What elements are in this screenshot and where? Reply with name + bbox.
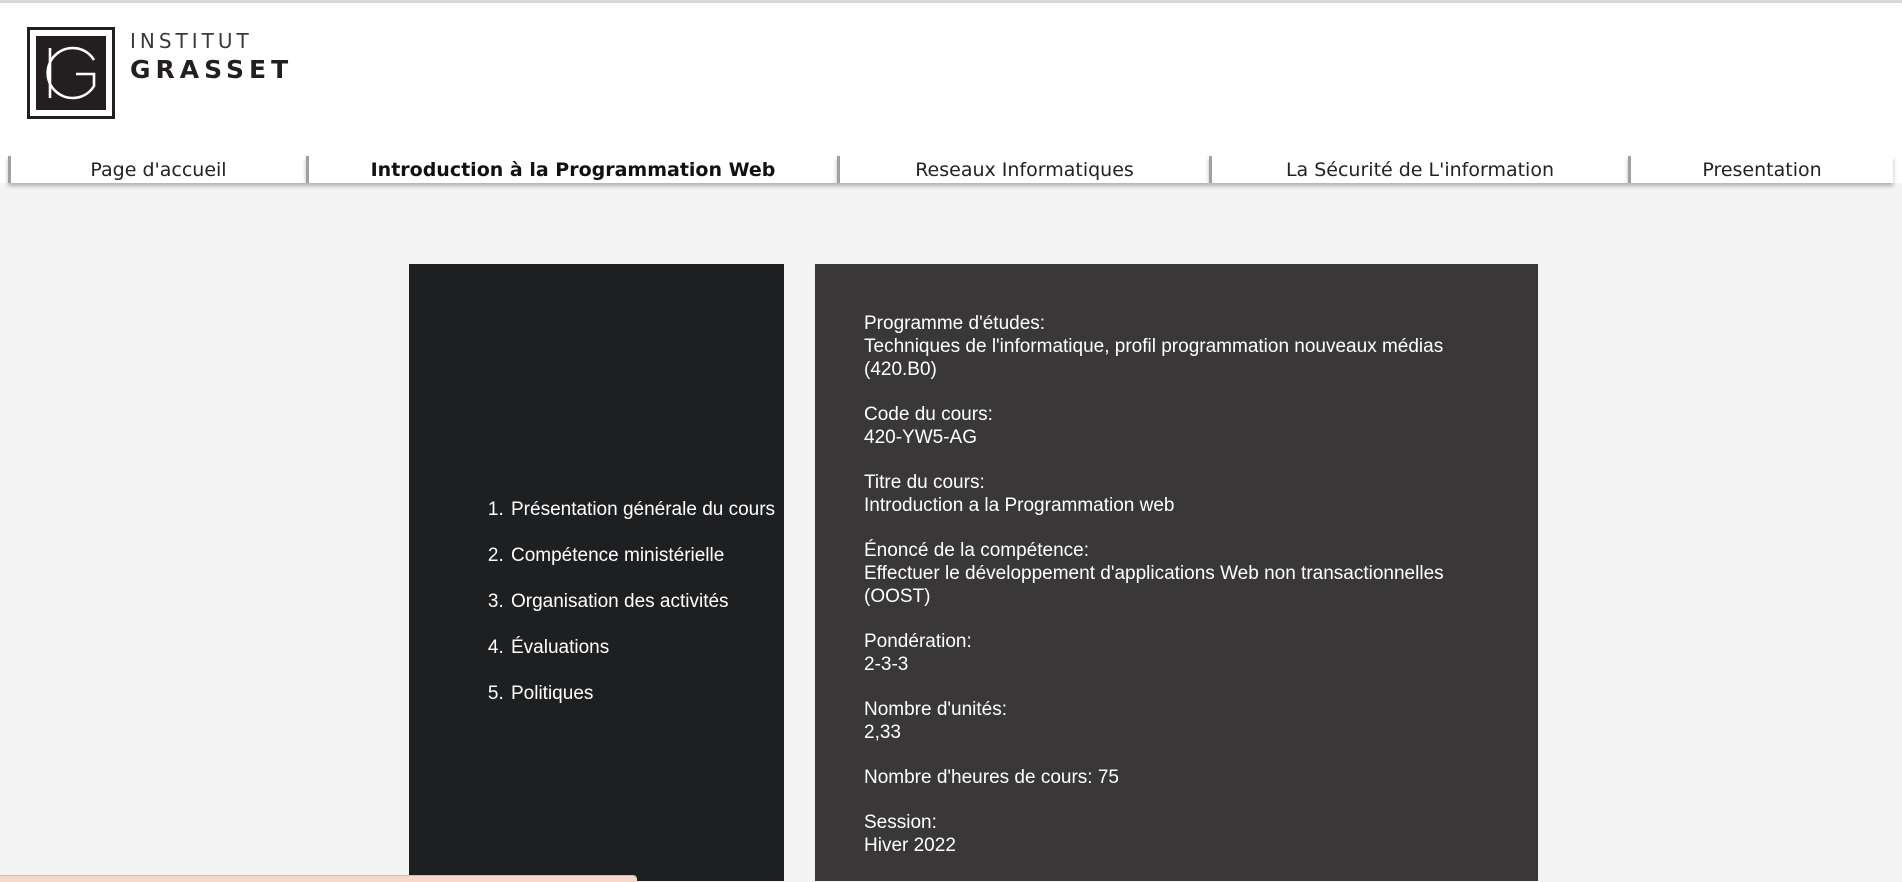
logo-text-institut: INSTITUT xyxy=(130,29,253,53)
field-value: 420-YW5-AG xyxy=(864,427,977,448)
field-units xyxy=(864,698,1504,744)
field-value: 2,33 xyxy=(864,722,901,743)
field-hours xyxy=(864,766,1504,789)
site-logo[interactable] xyxy=(27,27,294,127)
field-value: Techniques de l'informatique, profil programmation nouveaux médias (420.B0) xyxy=(864,336,1444,380)
sidebar-item-competence[interactable]: 2. Compétence ministérielle xyxy=(509,544,779,567)
sidebar-item-presentation[interactable]: 1. Présentation générale du cours xyxy=(509,498,779,521)
course-sidebar xyxy=(409,264,784,881)
site-header xyxy=(0,3,1902,183)
field-value: 2-3-3 xyxy=(864,654,909,675)
nav-tab-web-programming[interactable]: Introduction à la Programmation Web xyxy=(306,156,837,183)
field-label: Nombre d'heures de cours: 75 xyxy=(864,767,1119,788)
field-label: Pondération: xyxy=(864,631,972,652)
field-label: Programme d'études: xyxy=(864,313,1046,334)
sidebar-item-organisation[interactable]: 3. Organisation des activités xyxy=(509,590,779,613)
field-value: Effectuer le développement d'applications Web non transactionnelles (OOST) xyxy=(864,563,1444,607)
logo-text-grasset: GRASSET xyxy=(130,55,294,84)
sidebar-item-evaluations[interactable]: 4. Évaluations xyxy=(509,636,779,659)
field-programme xyxy=(864,312,1504,381)
main-nav xyxy=(8,156,1893,186)
nav-tab-security[interactable]: La Sécurité de L'information xyxy=(1209,156,1628,183)
sidebar-item-politiques[interactable]: 5. Politiques xyxy=(509,682,779,705)
field-ponderation xyxy=(864,630,1504,676)
logo-monogram-icon xyxy=(27,27,115,119)
field-label: Session: xyxy=(864,812,937,833)
field-competence xyxy=(864,539,1504,608)
field-session xyxy=(864,811,1504,857)
field-value: Hiver 2022 xyxy=(864,835,956,856)
course-sections-list xyxy=(482,498,779,728)
field-label: Énoncé de la compétence: xyxy=(864,540,1089,561)
field-value: Introduction a la Programmation web xyxy=(864,495,1175,516)
field-label: Nombre d'unités: xyxy=(864,699,1008,720)
course-info-panel xyxy=(815,264,1538,881)
nav-tab-presentation[interactable]: Presentation xyxy=(1628,156,1893,183)
field-course-code xyxy=(864,403,1504,449)
field-course-title xyxy=(864,471,1504,517)
nav-tab-networks[interactable]: Reseaux Informatiques xyxy=(837,156,1209,183)
field-label: Titre du cours: xyxy=(864,472,985,493)
nav-tab-home[interactable]: Page d'accueil xyxy=(8,156,306,183)
field-label: Code du cours: xyxy=(864,404,993,425)
